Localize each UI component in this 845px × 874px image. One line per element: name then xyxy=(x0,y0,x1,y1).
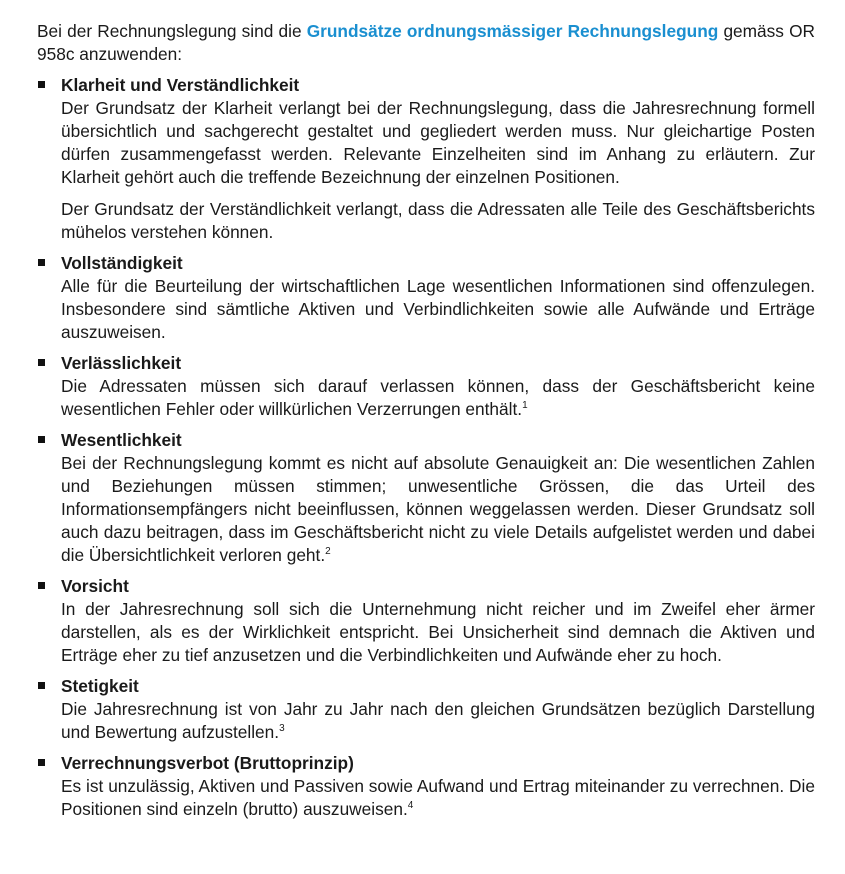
item-paragraph xyxy=(61,598,815,667)
footnote-marker[interactable]: 3 xyxy=(279,723,285,734)
item-heading: Verrechnungsverbot (Bruttoprinzip) xyxy=(61,753,354,773)
item-paragraph xyxy=(61,452,815,567)
item-paragraph xyxy=(61,97,815,189)
paragraph-text: Die Adressaten müssen sich darauf verlassen können, dass der Geschäftsbericht keine wesentlichen Fehler oder willkürlichen Verzerrungen enthält. xyxy=(61,376,815,419)
paragraph-text: Der Grundsatz der Klarheit verlangt bei der Rechnungslegung, dass die Jahresrechnung formell übersichtlich und sachgerecht gestaltet und gegliedert werden muss. Nur gleichartige Posten dürfen zusammengefasst werden. Relevante Einzelheiten sind im Anhang zu erläutern. Zur Klarheit gehört auch die treffende Bezeichnung der einzelnen Positionen. xyxy=(61,98,815,187)
list-item xyxy=(37,352,815,421)
item-paragraph xyxy=(61,275,815,344)
paragraph-text: Der Grundsatz der Verständlichkeit verlangt, dass die Adressaten alle Teile des Geschäftsberichts mühelos verstehen können. xyxy=(61,199,815,242)
item-paragraph xyxy=(61,375,815,421)
square-bullet-icon xyxy=(38,682,45,689)
paragraph-text: In der Jahresrechnung soll sich die Unternehmung nicht reicher und im Zweifel eher ärmer darstellen, als es der Wirklichkeit entspricht. Bei Unsicherheit sind demnach die Aktiven und Erträge eher zu tief anzusetzen und die Verbindlichkeiten und Aufwände eher zu hoch. xyxy=(61,599,815,665)
square-bullet-icon xyxy=(38,81,45,88)
intro-paragraph xyxy=(37,20,815,66)
footnote-marker[interactable]: 1 xyxy=(522,400,528,411)
list-item xyxy=(37,74,815,244)
paragraph-text: Es ist unzulässig, Aktiven und Passiven sowie Aufwand und Ertrag miteinander zu verrechnen. Die Positionen sind einzeln (brutto) auszuweisen. xyxy=(61,776,815,819)
list-item xyxy=(37,752,815,821)
intro-text-end: gemäss OR 958c anzuwenden: xyxy=(37,21,815,64)
item-heading: Wesentlichkeit xyxy=(61,430,182,450)
item-paragraph xyxy=(61,775,815,821)
square-bullet-icon xyxy=(38,359,45,366)
square-bullet-icon xyxy=(38,436,45,443)
list-item xyxy=(37,575,815,667)
intro-text: Bei der Rechnungslegung sind die xyxy=(37,21,307,41)
item-heading: Verlässlichkeit xyxy=(61,353,182,373)
footnote-marker[interactable]: 2 xyxy=(325,546,331,557)
item-paragraph xyxy=(61,698,815,744)
paragraph-text: Die Jahresrechnung ist von Jahr zu Jahr nach den gleichen Grundsätzen bezüglich Darstellung und Bewertung aufzustellen. xyxy=(61,699,815,742)
item-paragraph xyxy=(61,198,815,244)
square-bullet-icon xyxy=(38,259,45,266)
item-heading: Vorsicht xyxy=(61,576,129,596)
list-item xyxy=(37,252,815,344)
item-heading: Vollständigkeit xyxy=(61,253,183,273)
list-item xyxy=(37,675,815,744)
footnote-marker[interactable]: 4 xyxy=(407,800,414,811)
paragraph-text: Alle für die Beurteilung der wirtschaftlichen Lage wesentlichen Informationen sind offenzulegen. Insbesondere sind sämtliche Aktiven und Verbindlichkeiten sowie alle Aufwände und Erträge auszuweisen. xyxy=(61,276,815,342)
item-heading: Klarheit und Verständlichkeit xyxy=(61,75,300,95)
square-bullet-icon xyxy=(38,759,45,766)
list-item xyxy=(37,429,815,567)
square-bullet-icon xyxy=(38,582,45,589)
intro-highlight-link[interactable]: Grundsätze ordnungsmässiger Rechnungslegung xyxy=(306,21,719,41)
principles-list xyxy=(37,74,815,821)
item-heading: Stetigkeit xyxy=(61,676,139,696)
paragraph-text: Bei der Rechnungslegung kommt es nicht auf absolute Genauigkeit an: Die wesentlichen Zahlen und Beziehungen müssen stimmen; unwesentliche Grössen, die das Urteil des Informationsempfängers nicht beeinflussen, können weggelassen werden. Dieser Grundsatz soll auch dazu beitragen, dass im Geschäftsbericht nicht zu viele Details aufgelistet werden und dabei die Übersichtlichkeit verloren geht. xyxy=(61,453,815,565)
